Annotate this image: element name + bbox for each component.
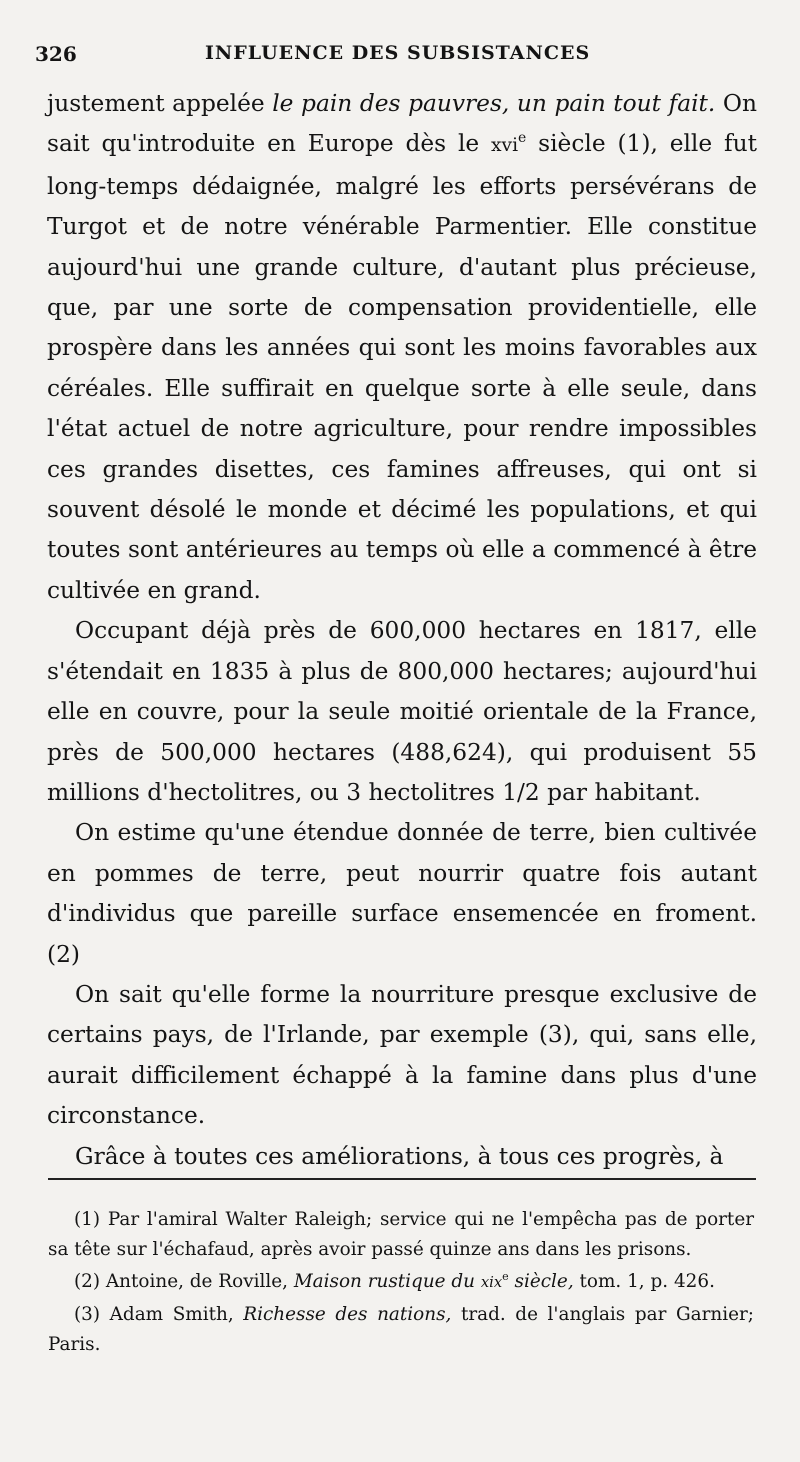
footnote-2-text-b: tom. 1, p. 426.	[573, 1271, 715, 1292]
page-number: 326	[35, 42, 77, 66]
footnote-3-italic: Richesse des nations,	[243, 1304, 452, 1325]
body-text	[47, 84, 757, 1177]
footnote-2-century: xix	[480, 1274, 503, 1291]
paragraph-2: Occupant déjà près de 600,000 hectares en 1817, elle s'étendait en 1835 à plus de 800,000 hectares; aujourd'hui elle en couvre, pour la seule moitié orientale de la France, près de 500,000 hectares (488,624), qui produisent 55 millions d'hectolitres, ou 3 hectolitres 1/2 par habitant.	[47, 617, 757, 806]
page-header	[35, 38, 755, 72]
paragraph-4: On sait qu'elle forme la nourriture presque exclusive de certains pays, de l'Irlande, par exemple (3), qui, sans elle, aurait difficilement échappé à la famine dans plus d'une circonstance.	[47, 980, 757, 1130]
paragraph-1	[47, 84, 757, 611]
running-head: INFLUENCE DES SUBSISTANCES	[205, 42, 591, 64]
footnote-3-text-b: trad. de l'anglais par Garnier; Paris.	[48, 1304, 754, 1355]
paragraph-1-text-b: On sait qu'introduite en Europe dès le	[47, 90, 757, 158]
footnotes	[48, 1205, 754, 1362]
century-superscript: e	[518, 130, 527, 147]
footnote-2-text-a: (2) Antoine, de Roville,	[74, 1271, 294, 1292]
paragraph-1-text-c: siècle (1), elle fut long-temps dédaignée, malgré les efforts persévérans de Turgot et de notre vénérable Parmentier. Elle constitue aujourd'hui une grande culture, d'autant plus précieuse, que, par une sorte de compensation providentielle, elle prospère dans les années qui sont les moins favorables aux céréales. Elle suffirait en quelque sorte à elle seule, dans l'état actuel de notre agriculture, pour rendre impossibles ces grandes disettes, ces famines affreuses, qui ont si souvent désolé le monde et décimé les populations, et qui toutes sont antérieures au temps où elle a commencé à être cultivée en grand.	[47, 130, 757, 604]
paragraph-1-text-a: justement appelée	[47, 90, 273, 117]
paragraph-3: On estime qu'une étendue donnée de terre, bien cultivée en pommes de terre, peut nourrir quatre fois autant d'individus que pareille surface ensemencée en froment. (2)	[47, 819, 757, 968]
footnote-3	[48, 1300, 754, 1360]
footnote-1: (1) Par l'amiral Walter Raleigh; service qui ne l'empêcha pas de porter sa tête sur l'échafaud, après avoir passé quinze ans dans les prisons.	[48, 1209, 754, 1260]
footnote-rule	[48, 1178, 756, 1180]
footnote-2-superscript: e	[502, 1269, 509, 1283]
footnote-2-italic-b: siècle,	[508, 1271, 574, 1292]
footnote-2-italic: Maison rustique du	[293, 1271, 481, 1292]
footnote-2	[48, 1267, 754, 1298]
century-numeral: xvi	[491, 135, 519, 157]
footnote-3-text-a: (3) Adam Smith,	[74, 1304, 244, 1325]
paragraph-5: Grâce à toutes ces améliorations, à tous ces progrès, à	[75, 1142, 724, 1170]
paragraph-1-italic: le pain des pauvres, un pain tout fait.	[272, 90, 716, 117]
